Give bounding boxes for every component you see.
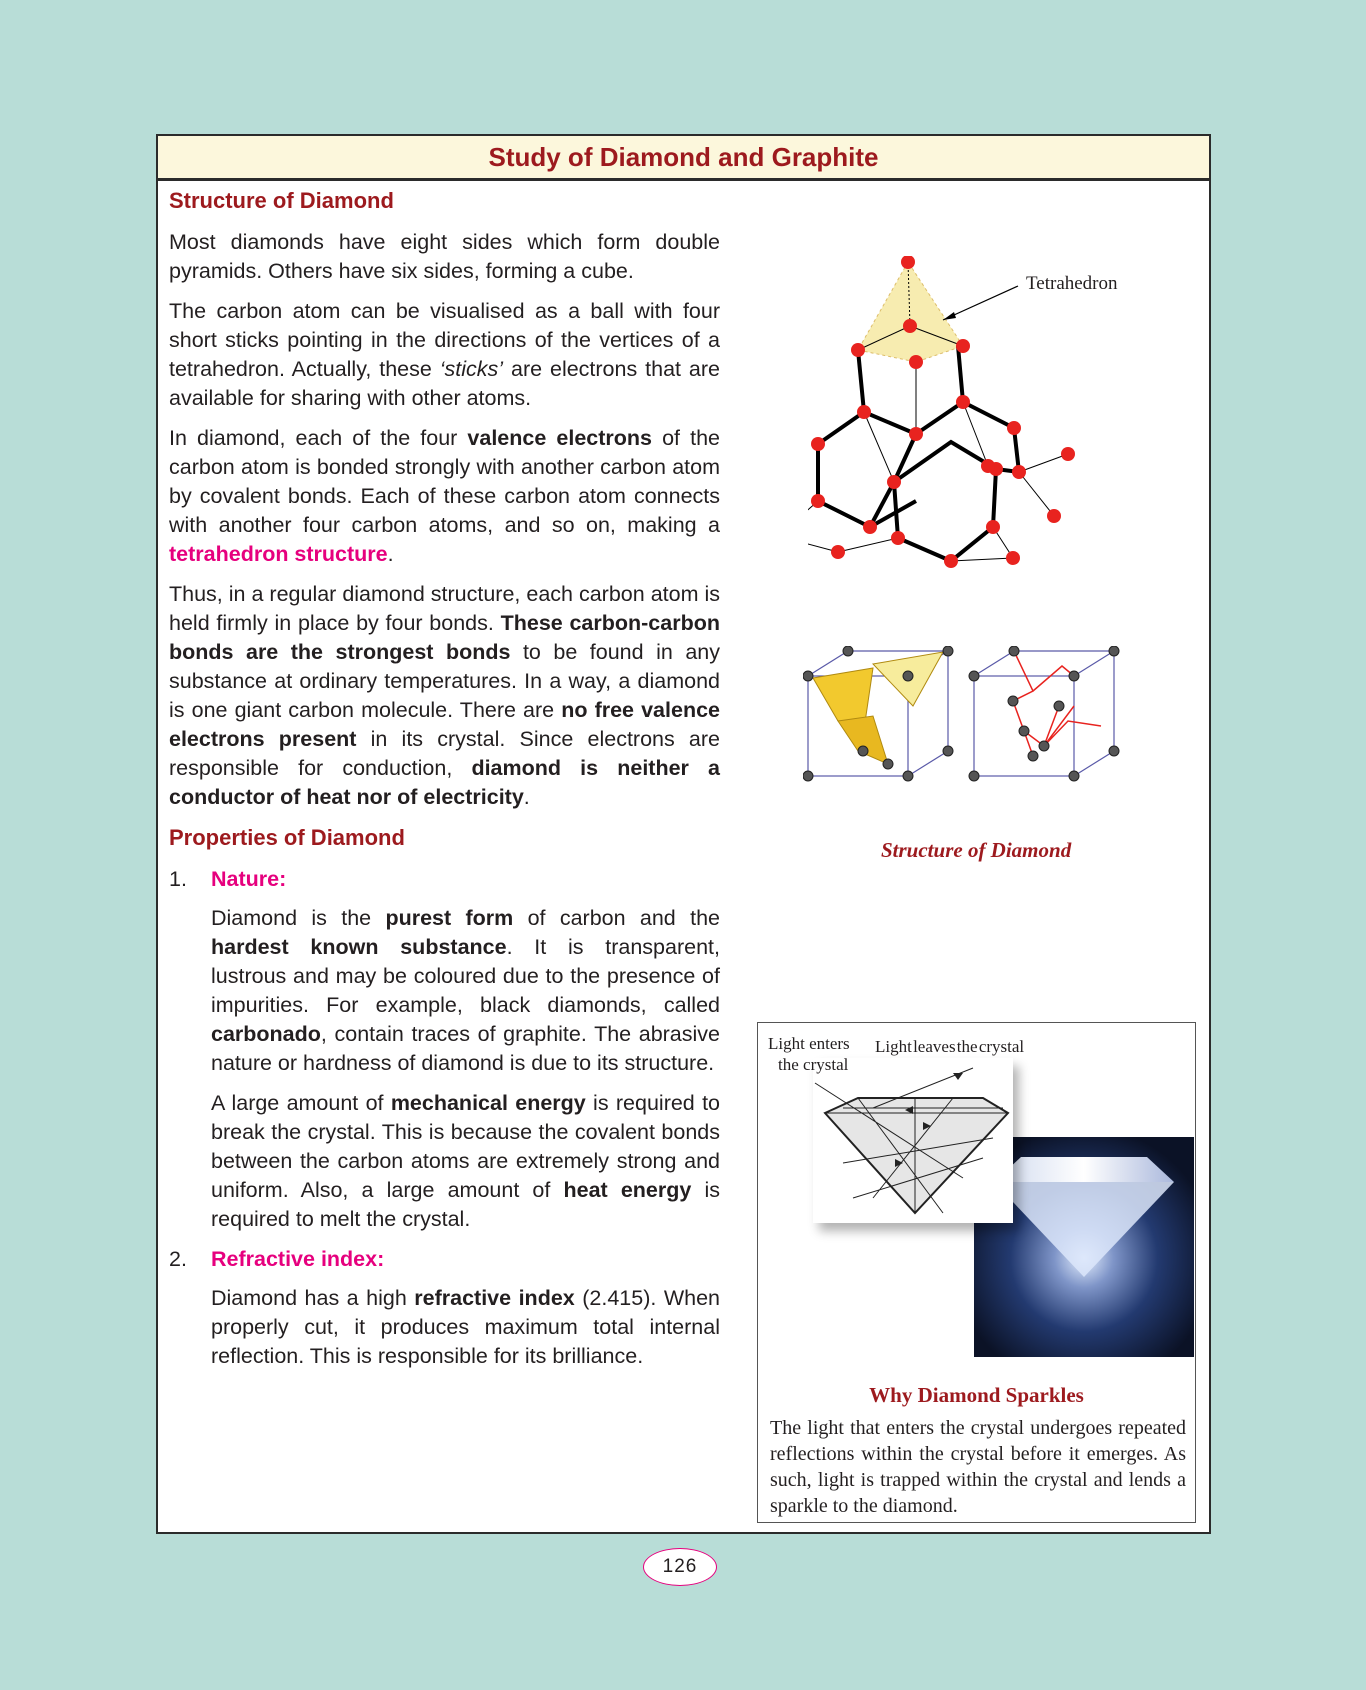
diamond-lattice-diagram xyxy=(808,256,1138,616)
paragraph: A large amount of mechanical energy is required to break the crystal. This is because the covalent bonds between the carbon atoms are extremely strong and uniform. Also, a large amount of heat energy is required to melt the crystal. xyxy=(211,1091,721,1231)
light-leaves-label: Light leaves the crystal xyxy=(875,1037,1025,1056)
page-title: Study of Diamond and Graphite xyxy=(158,136,1209,181)
tetrahedron-label: Tetrahedron xyxy=(1026,273,1118,294)
list-item-heading: 2. Refractive index: xyxy=(169,1247,385,1271)
main-text-column xyxy=(169,186,720,1382)
paragraph: Diamond is the purest form of carbon and the hardest known substance. It is transparent, lustrous and may be coloured due to the presence of impurities. For example, black diamonds, called carbonado, contain traces of graphite. The abrasive nature or hardness of diamond is due to its structure. xyxy=(211,906,720,1075)
sparkle-info-box xyxy=(757,1022,1196,1523)
page-number: 126 xyxy=(643,1548,717,1586)
light-path-diagram xyxy=(813,1058,1013,1223)
sparkle-title: Why Diamond Sparkles xyxy=(869,1383,1084,1407)
section-heading-structure: Structure of Diamond xyxy=(169,188,394,213)
paragraph: Diamond has a high refractive index (2.415). When properly cut, it produces maximum total internal reflection. This is responsible for its brilliance. xyxy=(211,1286,720,1368)
paragraph: In diamond, each of the four valence electrons of the carbon atom is bonded strongly with another carbon atom by covalent bonds. Each of these carbon atom connects with another four carbon atoms, and so on, making a tetrahedron structure. xyxy=(169,426,720,566)
paragraph: Thus, in a regular diamond structure, each carbon atom is held firmly in place by four bonds. These carbon-carbon bonds are the strongest bonds to be found in any substance at ordinary temperatures. In a way, a diamond is one giant carbon molecule. There are no free valence electrons present in its crystal. Since electrons are responsible for conduction, diamond is neither a conductor of heat nor of electricity. xyxy=(169,582,720,809)
section-heading-properties: Properties of Diamond xyxy=(169,825,405,850)
figure-caption: Structure of Diamond xyxy=(881,838,1072,862)
highlight-term: tetrahedron structure xyxy=(169,542,388,566)
list-item-heading: 1. Nature: xyxy=(169,867,287,891)
paragraph: Most diamonds have eight sides which form double pyramids. Others have six sides, forming a cube. xyxy=(169,230,720,283)
sparkle-description: The light that enters the crystal undergoes repeated reflections within the crystal before it emerges. As such, light is trapped within the crystal and lends a sparkle to the diamond. xyxy=(770,1417,1186,1517)
unit-cell-diagrams xyxy=(803,646,1143,796)
paragraph: The carbon atom can be visualised as a ball with four short sticks pointing in the directions of the vertices of a tetrahedron. Actually, these ‘sticks’ are electrons that are available for sharing with other atoms. xyxy=(169,299,720,410)
light-enters-label: Light enters the crystal xyxy=(768,1034,850,1074)
content-box xyxy=(156,134,1211,1534)
